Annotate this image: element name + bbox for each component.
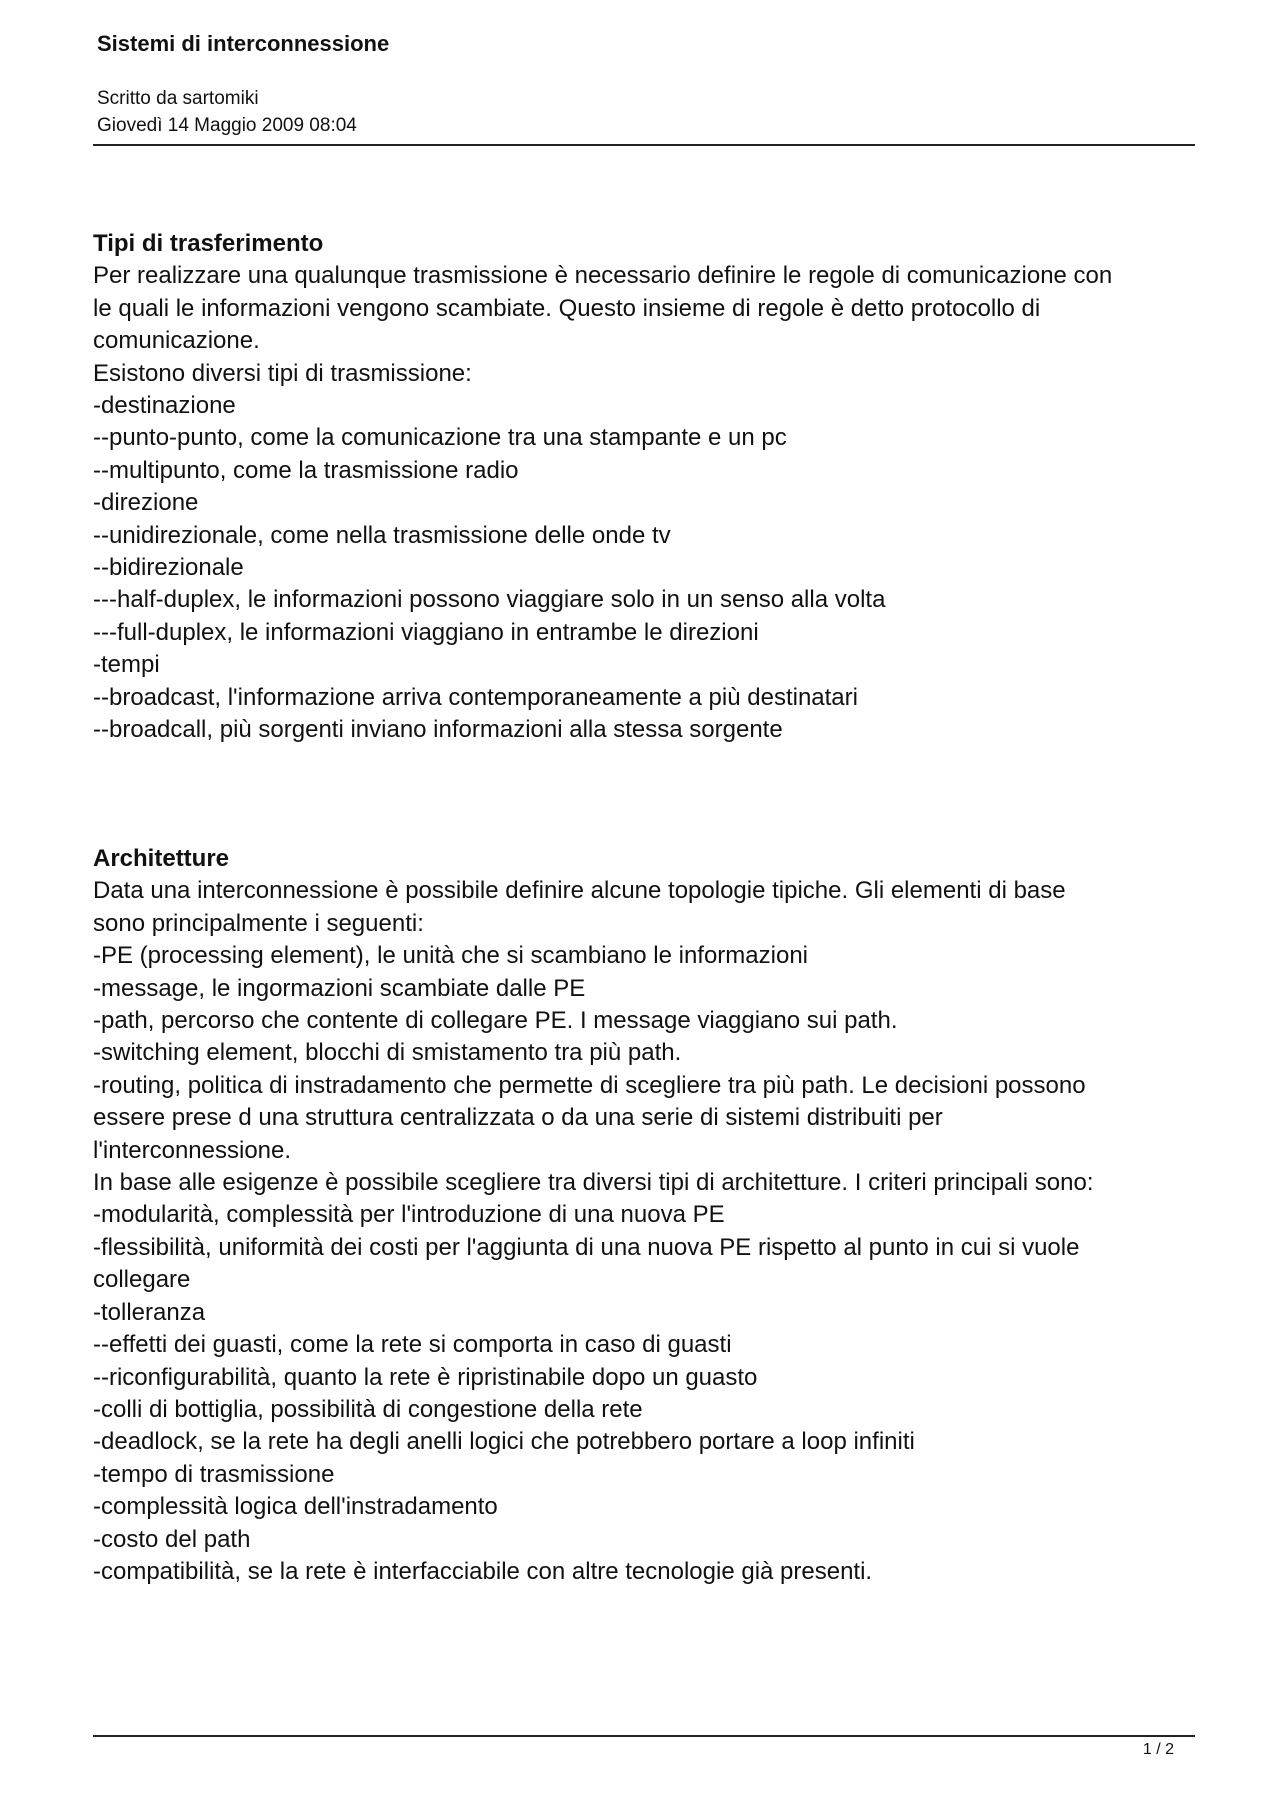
text-line: essere prese d una struttura centralizzata o da una serie di sistemi distribuiti per <box>93 1104 943 1132</box>
text-line: comunicazione. <box>93 327 260 355</box>
text-line: -routing, politica di instradamento che permette di scegliere tra più path. Le decisioni possono <box>93 1071 1086 1099</box>
footer-divider <box>93 1735 1195 1737</box>
text-line: -direzione <box>93 489 199 517</box>
header-divider <box>93 144 1195 146</box>
text-line: Per realizzare una qualunque trasmissione è necessario definire le regole di comunicazione con <box>93 262 1113 290</box>
document-title: Sistemi di interconnessione <box>97 31 390 56</box>
text-line: In base alle esigenze è possibile scegliere tra diversi tipi di architetture. I criteri principali sono: <box>93 1169 1094 1197</box>
text-line: le quali le informazioni vengono scambiate. Questo insieme di regole è detto protocollo di <box>93 294 1041 322</box>
text-line: -costo del path <box>93 1525 251 1553</box>
text-line: ---full-duplex, le informazioni viaggiano in entrambe le direzioni <box>93 618 759 646</box>
text-line: -PE (processing element), le unità che si scambiano le informazioni <box>93 942 808 970</box>
text-line: --punto-punto, come la comunicazione tra una stampante e un pc <box>93 424 787 452</box>
text-line: -complessità logica dell'instradamento <box>93 1493 498 1521</box>
page-number: 1 / 2 <box>1142 1741 1174 1758</box>
text-line: -destinazione <box>93 392 236 420</box>
text-line: --bidirezionale <box>93 554 244 582</box>
text-line: -compatibilità, se la rete è interfacciabile con altre tecnologie già presenti. <box>93 1557 873 1585</box>
text-line: -deadlock, se la rete ha degli anelli logici che potrebbero portare a loop infiniti <box>93 1428 915 1456</box>
text-line: Data una interconnessione è possibile definire alcune topologie tipiche. Gli elementi di base <box>93 877 1066 905</box>
text-line: --multipunto, come la trasmissione radio <box>93 456 519 484</box>
text-line: collegare <box>93 1266 191 1294</box>
section-heading: Tipi di trasferimento <box>93 230 324 257</box>
text-line: -modularità, complessità per l'introduzione di una nuova PE <box>93 1201 725 1229</box>
text-line: -path, percorso che contente di collegare PE. I message viaggiano sui path. <box>93 1007 898 1035</box>
text-line: -tempi <box>93 651 160 679</box>
text-line: -switching element, blocchi di smistamento tra più path. <box>93 1039 682 1067</box>
text-line: --riconfigurabilità, quanto la rete è ripristinabile dopo un guasto <box>93 1363 758 1391</box>
text-line: --broadcast, l'informazione arriva contemporaneamente a più destinatari <box>93 683 858 711</box>
date-line: Giovedì 14 Maggio 2009 08:04 <box>97 115 357 136</box>
text-line: -message, le ingormazioni scambiate dalle PE <box>93 974 586 1002</box>
text-line: sono principalmente i seguenti: <box>93 909 424 937</box>
text-line: l'interconnessione. <box>93 1136 292 1164</box>
text-line: -tolleranza <box>93 1298 206 1326</box>
text-line: -tempo di trasmissione <box>93 1460 335 1488</box>
text-line: -colli di bottiglia, possibilità di congestione della rete <box>93 1395 643 1423</box>
text-line: --effetti dei guasti, come la rete si comporta in caso di guasti <box>93 1331 732 1359</box>
section-heading: Architetture <box>93 845 230 872</box>
author-line: Scritto da sartomiki <box>97 88 259 109</box>
text-line: Esistono diversi tipi di trasmissione: <box>93 359 472 387</box>
text-line: ---half-duplex, le informazioni possono viaggiare solo in un senso alla volta <box>93 586 886 614</box>
document-meta <box>97 85 357 139</box>
section-tipi-di-trasferimento <box>93 228 1203 747</box>
section-architetture <box>93 843 1203 1588</box>
text-line: --unidirezionale, come nella trasmissione delle onde tv <box>93 521 671 549</box>
text-line: -flessibilità, uniformità dei costi per l'aggiunta di una nuova PE rispetto al punto in cui si vuole <box>93 1233 1080 1261</box>
text-line: --broadcall, più sorgenti inviano informazioni alla stessa sorgente <box>93 716 783 744</box>
